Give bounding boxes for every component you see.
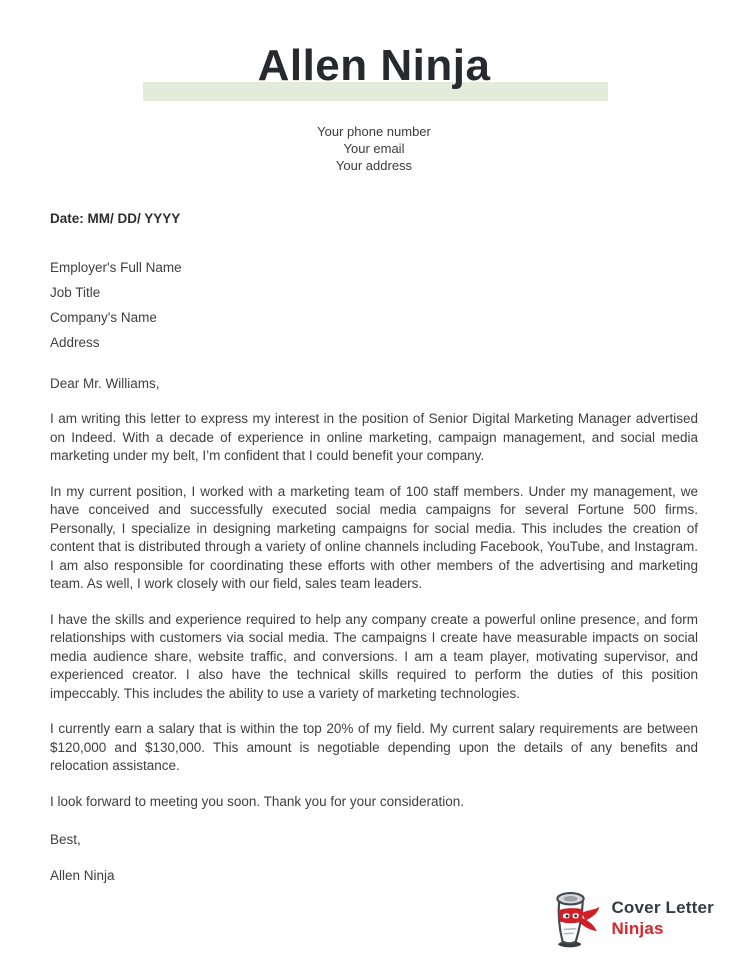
contact-email: Your email [343, 141, 405, 156]
brand-logo [546, 886, 714, 950]
recipient-company-name: Company's Name [50, 309, 157, 325]
closing-line: I look forward to meeting you soon. Thank you for your consideration. [50, 793, 464, 809]
brand-logo-text [611, 897, 714, 939]
recipient-employer-name: Employer's Full Name [50, 259, 182, 275]
paragraph-experience: In my current position, I worked with a marketing team of 100 staff members. Under my management, we have conceived and successfully executed social media campaigns for several Fortune 500 firms. Personally, I specialize in designing marketing campaigns for social media. This includes the creation of content that is distributed through a variety of online channels including Facebook, YouTube, and Instagram. I am also responsible for coordinating these efforts with other members of the advertising and marketing team. As well, I work closely with our field, sales team leaders. [50, 483, 698, 591]
contact-block [0, 123, 748, 174]
paragraph-intro: I am writing this letter to express my interest in the position of Senior Digital Marketing Manager advertised on Indeed. With a decade of experience in online marketing, campaign management, and social media marketing under my belt, I’m confident that I could benefit your company. [50, 411, 698, 463]
ninja-scroll-icon [546, 886, 602, 950]
letter-header [0, 0, 748, 101]
recipient-address: Address [50, 334, 100, 350]
contact-phone: Your phone number [317, 124, 431, 139]
salutation: Dear Mr. Williams, [50, 375, 160, 391]
brand-logo-line1: Cover Letter [611, 898, 714, 917]
recipient-block [50, 255, 698, 355]
paragraph-skills: I have the skills and experience required to help any company create a powerful online presence, and form relationships with customers via social media. The campaigns I create have measurable impacts on social media audience share, website traffic, and conversions. I am a team player, motivating supervisor, and experienced creator. I also have the technical skills required to perform the duties of this position impeccably. This includes the ability to use a variety of marketing technologies. [50, 611, 698, 701]
recipient-job-title: Job Title [50, 284, 101, 300]
applicant-name-title: Allen Ninja [257, 41, 491, 90]
paragraph-salary: I currently earn a salary that is within the top 20% of my field. My current salary requirements are between $120,000 and $130,000. This amount is negotiable depending upon the details of any benefits and relocation assistance. [50, 721, 698, 773]
valediction: Best, [50, 832, 81, 847]
contact-address: Your address [335, 158, 413, 173]
signature-name: Allen Ninja [50, 867, 115, 883]
brand-logo-line2: Ninjas [611, 919, 664, 938]
date-line: Date: MM/ DD/ YYYY [50, 211, 181, 226]
letter-body [0, 210, 748, 885]
